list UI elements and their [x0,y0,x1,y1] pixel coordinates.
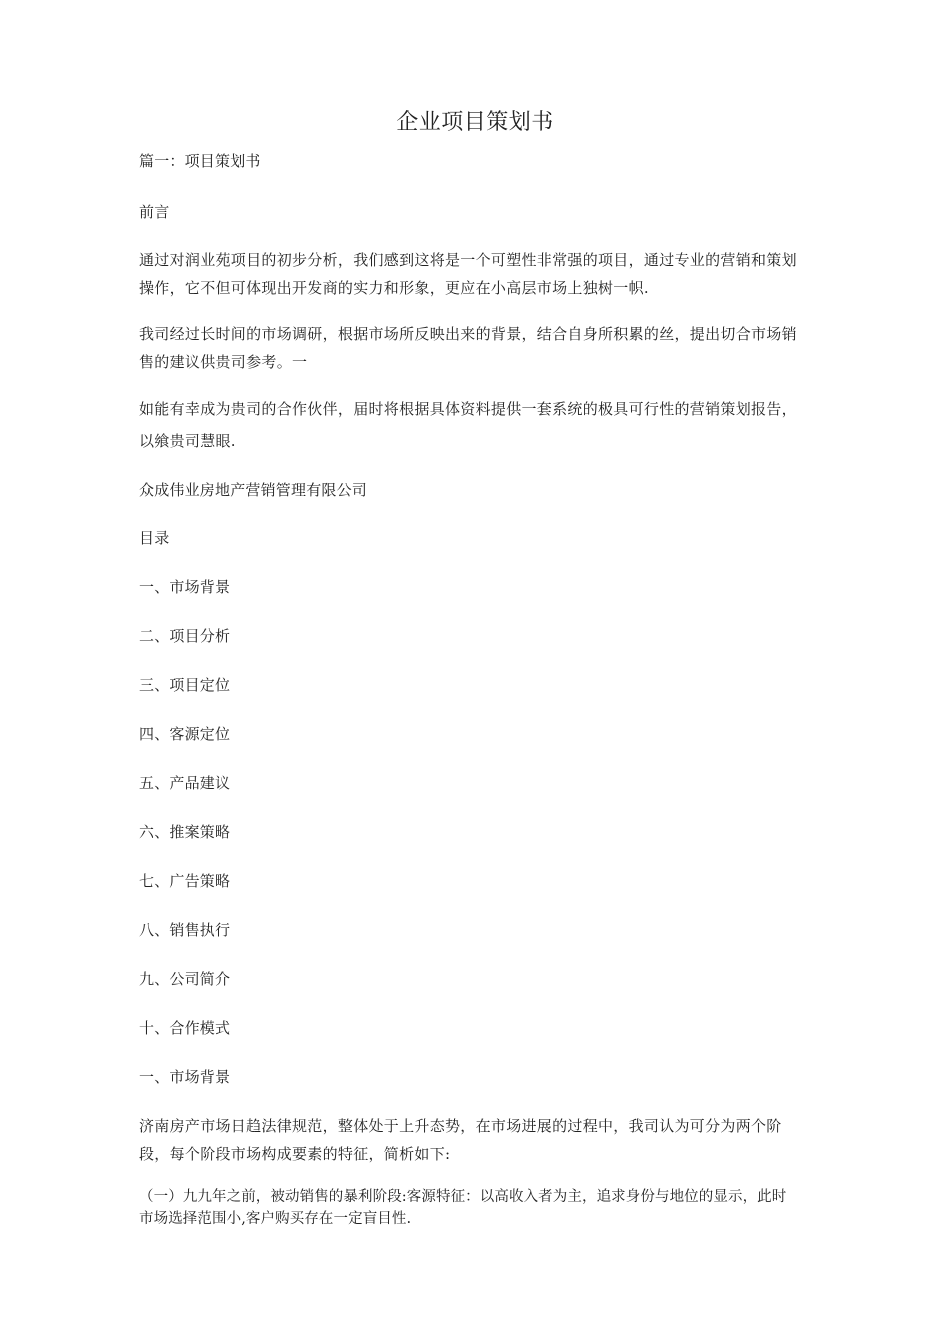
toc-item: 三、项目定位 [139,676,231,694]
section-paragraph: 济南房产市场日趋法律规范，整体处于上升态势，在市场进展的过程中，我司认为可分为两个阶段，每个阶段市场构成要素的特征，简析如下: [139,1117,782,1163]
toc-item: 十、合作模式 [139,1019,231,1037]
toc-item: 九、公司简介 [139,970,231,988]
toc-item: 七、广告策略 [139,872,231,890]
toc-item: 六、推案策略 [139,823,231,841]
toc-item: 八、销售执行 [139,921,231,939]
preface-paragraph-1: 通过对润业苑项目的初步分析，我们感到这将是一个可塑性非常强的项目，通过专业的营销和策划操作，它不但可体现出开发商的实力和形象，更应在小高层市场上独树一帜. [139,251,797,297]
toc-heading: 目录 [139,529,170,547]
section-heading: 一、市场背景 [139,1068,231,1086]
document-title: 企业项目策划书 [396,110,554,135]
preface-paragraph-2: 我司经过长时间的市场调研，根据市场所反映出来的背景，结合自身所积累的丝，提出切合市场销售的建议供贵司参考。一 [139,325,797,371]
toc-item: 四、客源定位 [139,725,231,743]
toc-item: 五、产品建议 [139,774,231,792]
toc-item: 一、市场背景 [139,578,231,596]
company-name: 众成伟业房地产营销管理有限公司 [139,481,368,499]
document-subtitle: 篇一：项目策划书 [139,152,261,170]
section-list-item: （一）九九年之前，被动销售的暴利阶段:客源特征：以高收入者为主，追求身份与地位的显示，此时市场选择范围小,客户购买存在一定盲目性. [139,1189,787,1227]
preface-paragraph-3: 如能有幸成为贵司的合作伙伴，届时将根据具体资料提供一套系统的极具可行性的营销策划报告，以飨贵司慧眼. [139,400,797,450]
preface-heading: 前言 [139,203,170,221]
toc-item: 二、项目分析 [139,627,231,645]
